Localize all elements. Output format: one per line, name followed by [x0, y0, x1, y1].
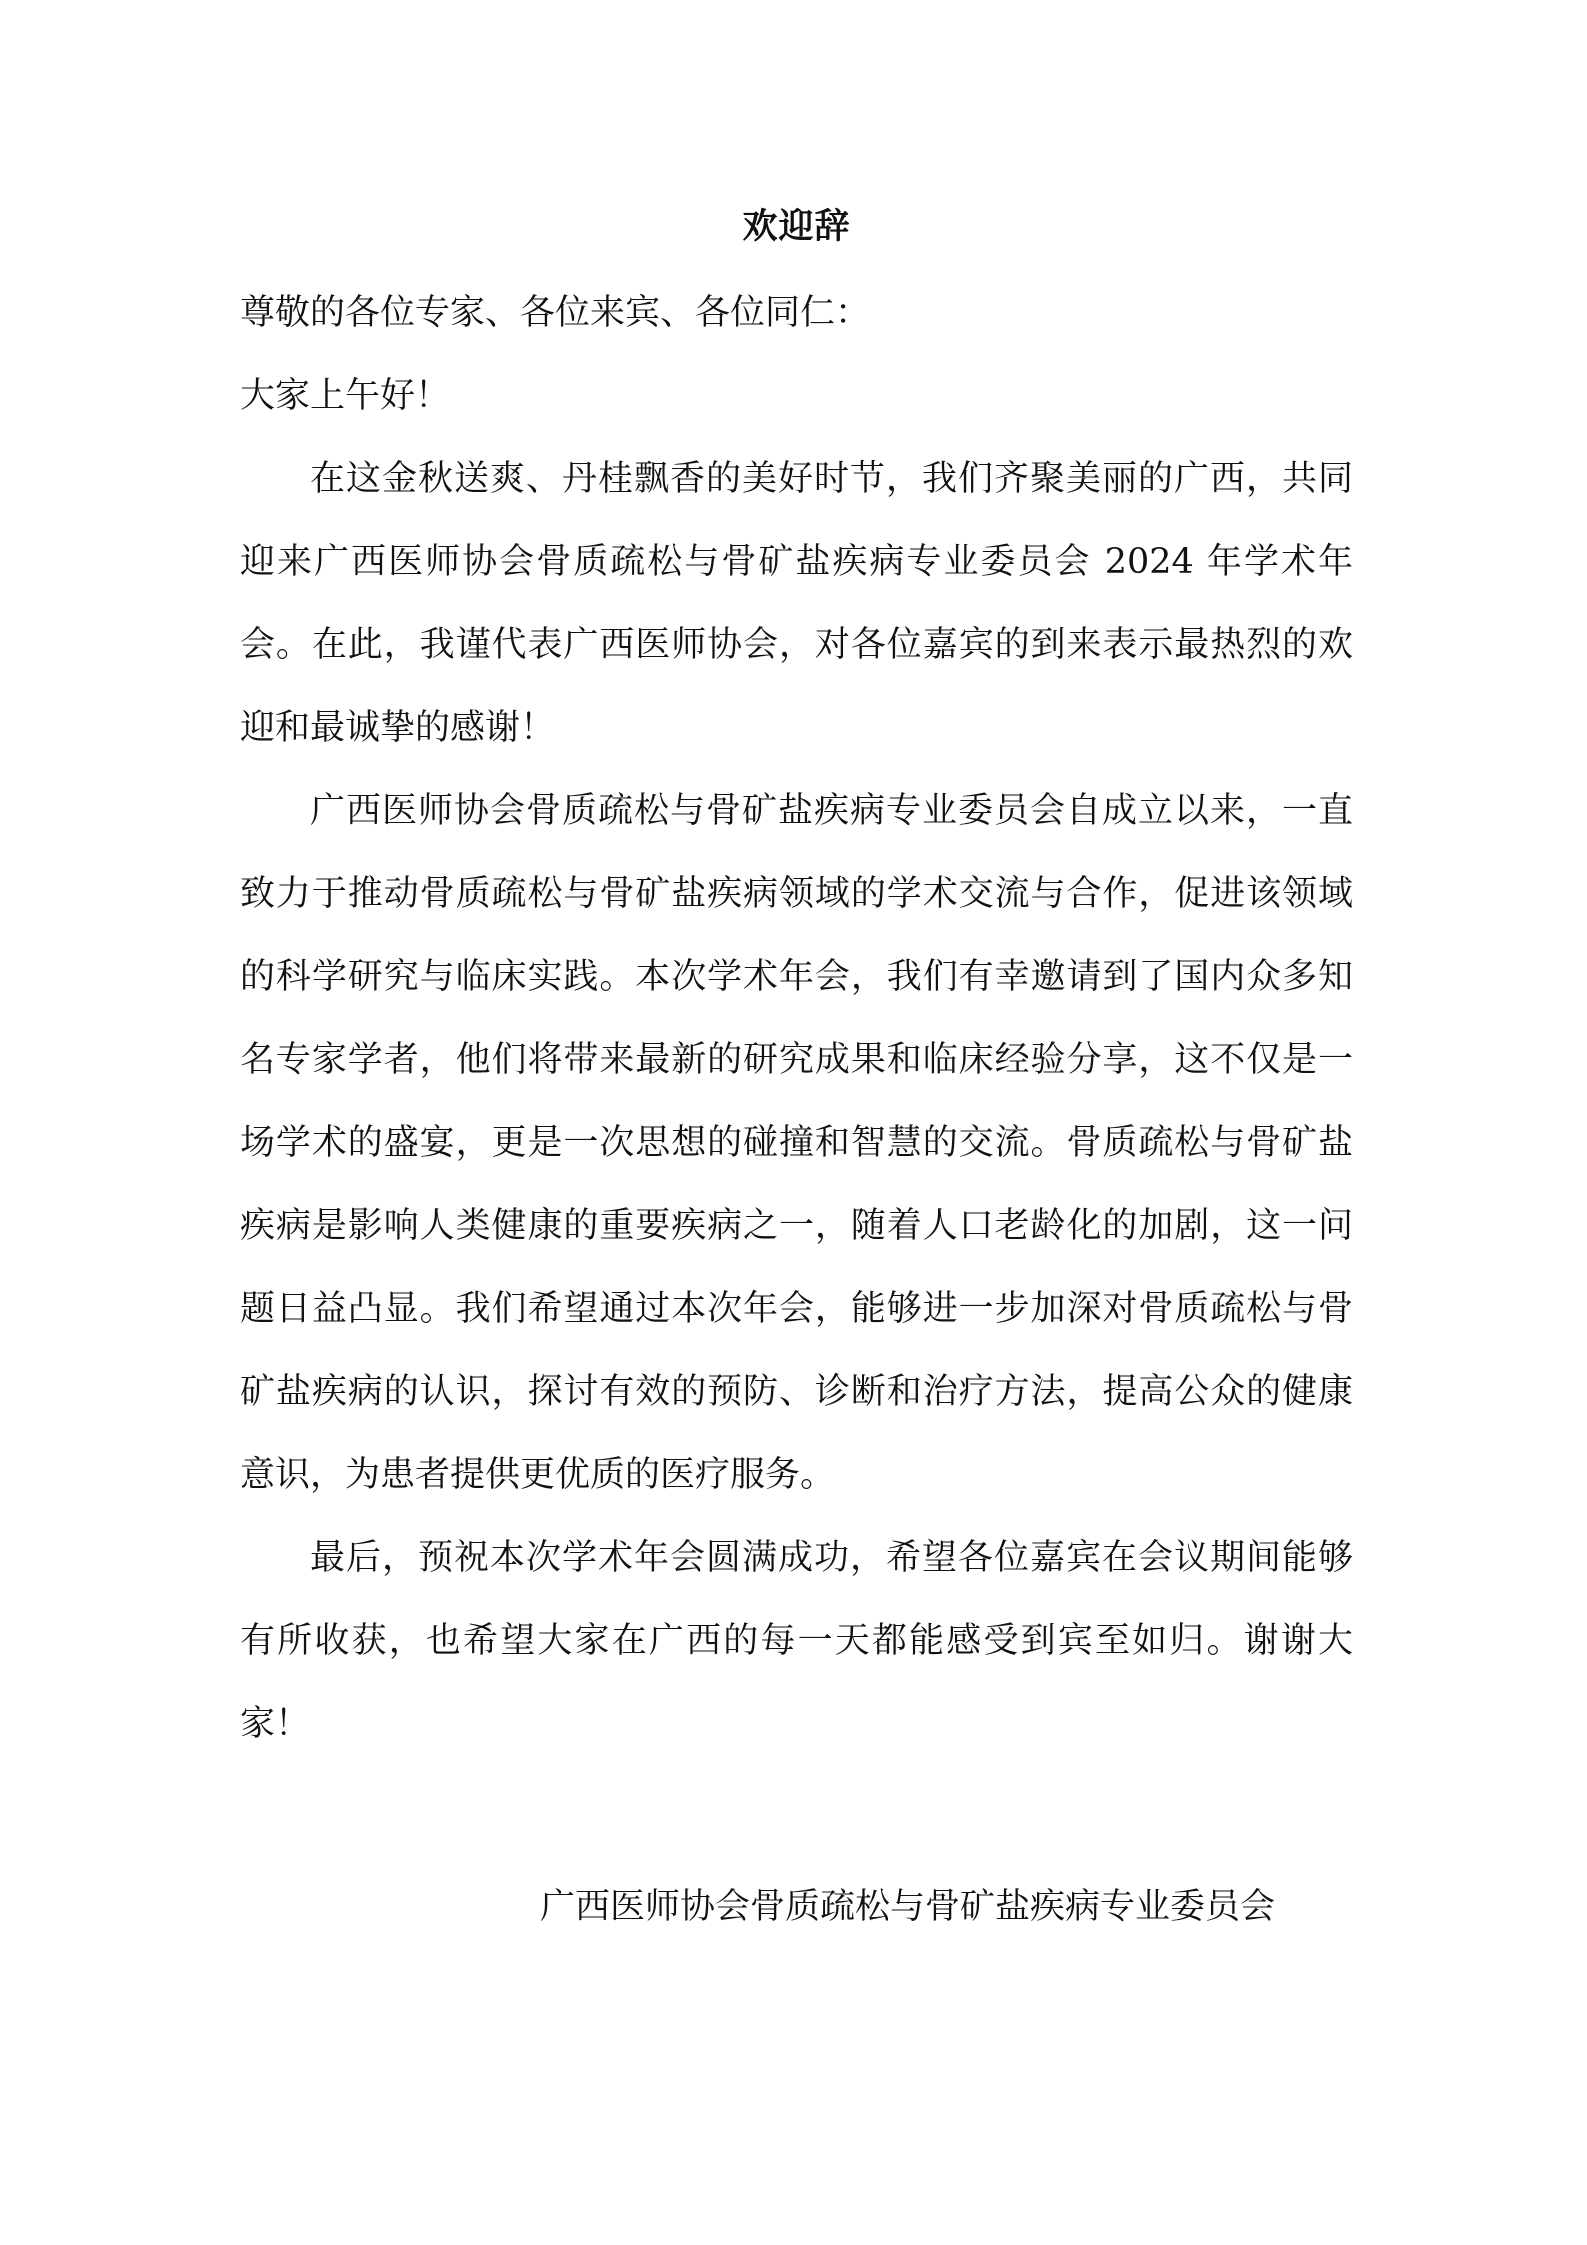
- greeting: 大家上午好！: [240, 376, 451, 416]
- letter-body: [240, 200, 1353, 1766]
- signature: 广西医师协会骨质疏松与骨矿盐疾病专业委员会: [540, 1887, 1276, 1927]
- paragraph-committee: 广西医师协会骨质疏松与骨矿盐疾病专业委员会自成立以来，一直致力于推动骨质疏松与骨矿盐疾病领域的学术交流与合作，促进该领域的科学研究与临床实践。本次学术年会，我们有幸邀请到了国内众多知名专家学者，他们将带来最新的研究成果和临床经验分享，这不仅是一场学术的盛宴，更是一次思想的碰撞和智慧的交流。骨质疏松与骨矿盐疾病是影响人类健康的重要疾病之一，随着人口老龄化的加剧，这一问题日益凸显。我们希望通过本次年会，能够进一步加深对骨质疏松与骨矿盐疾病的认识，探讨有效的预防、诊断和治疗方法，提高公众的健康意识，为患者提供更优质的医疗服务。: [240, 791, 1353, 1495]
- paragraph-closing: 最后，预祝本次学术年会圆满成功，希望各位嘉宾在会议期间能够有所收获，也希望大家在广西的每一天都能感受到宾至如归。谢谢大家！: [240, 1538, 1353, 1744]
- page-title: 欢迎辞: [742, 206, 851, 247]
- paragraph-opening: 在这金秋送爽、丹桂飘香的美好时节，我们齐聚美丽的广西，共同迎来广西医师协会骨质疏松与骨矿盐疾病专业委员会 2024 年学术年会。在此，我谨代表广西医师协会，对各位嘉宾的到来表示最热烈的欢迎和最诚挚的感谢！: [240, 459, 1353, 748]
- salutation: 尊敬的各位专家、各位来宾、各位同仁：: [240, 293, 871, 333]
